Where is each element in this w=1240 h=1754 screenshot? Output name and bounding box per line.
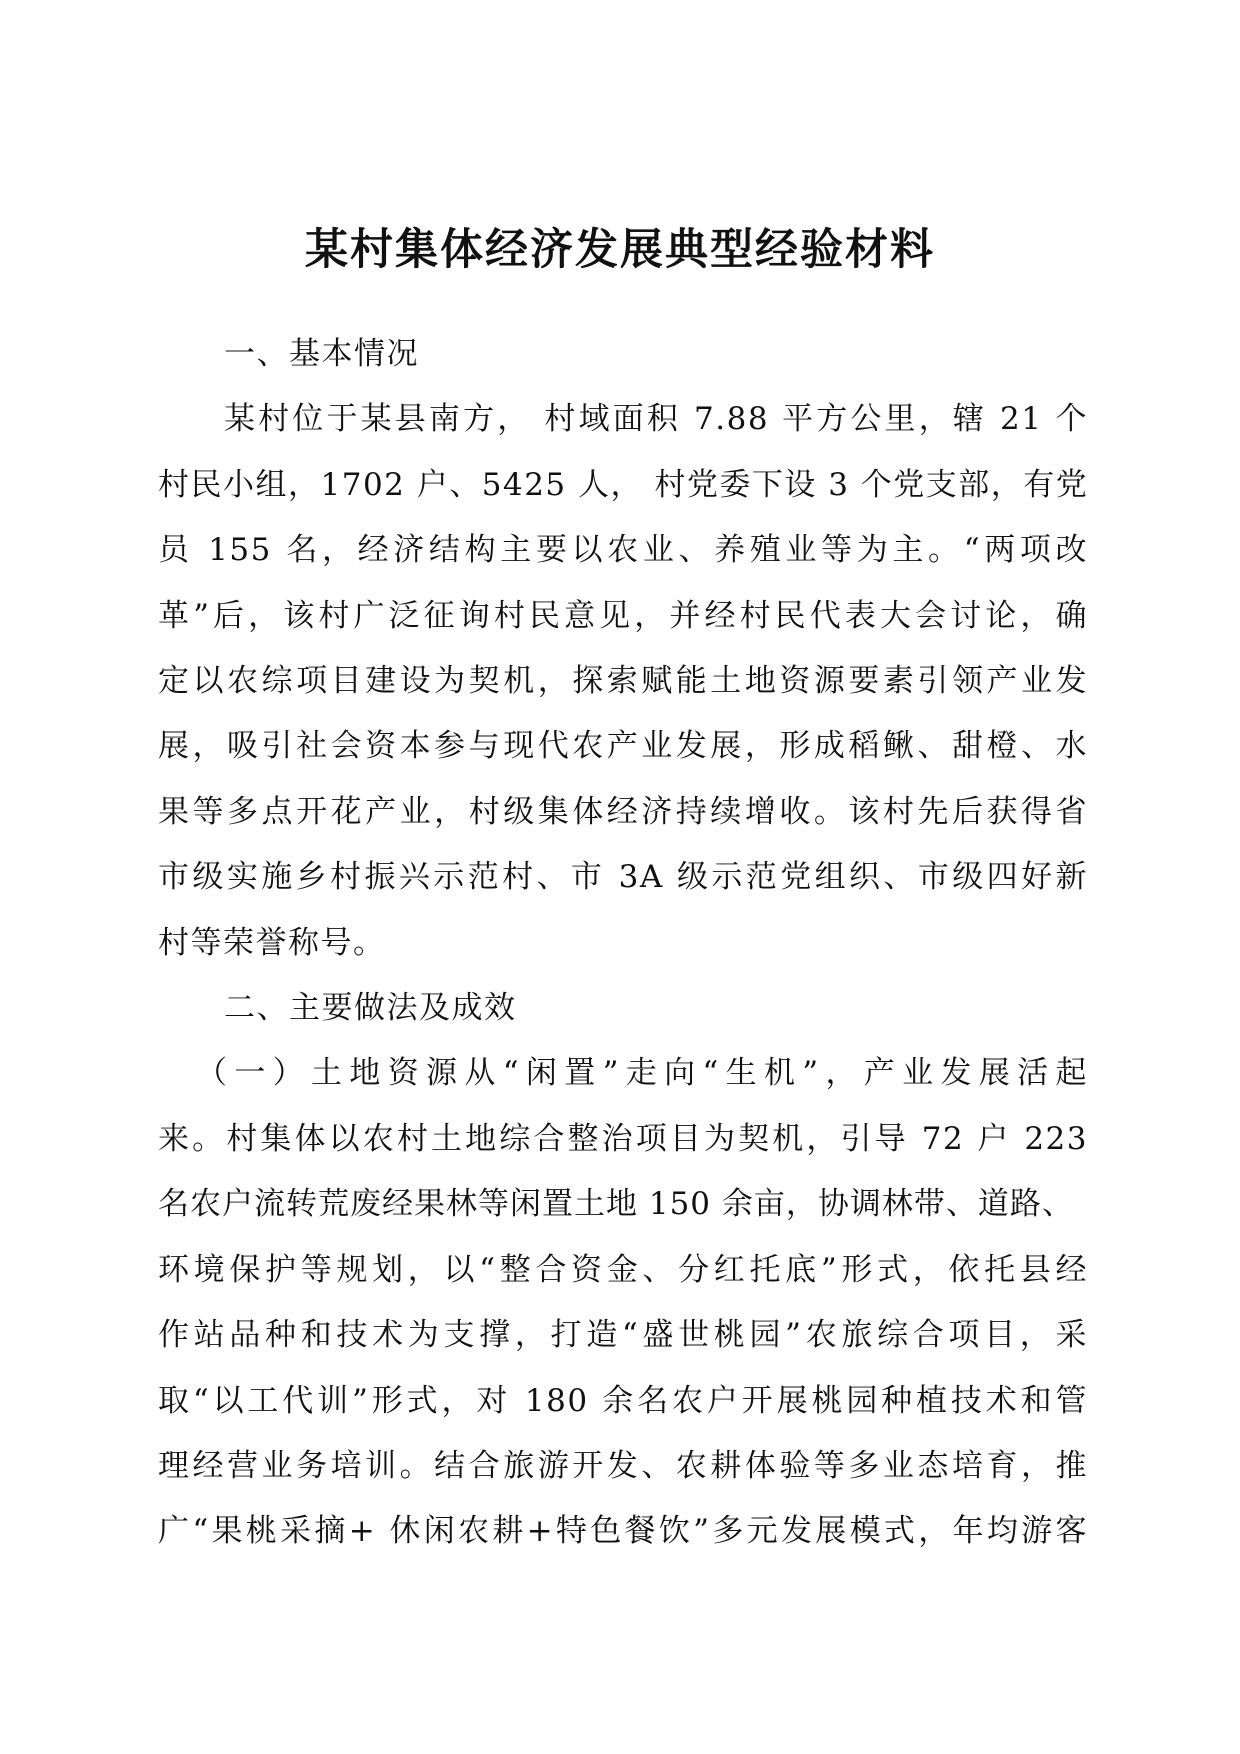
section-heading-practices: 二、主要做法及成效 [224, 990, 517, 1027]
document-body [158, 322, 1088, 1565]
document-title: 某村集体经济发展典型经验材料 [305, 225, 935, 275]
paragraph-line: （一）土地资源从“闲置”走向“生机”，产业发展活起 [196, 1055, 1088, 1092]
section-heading-basic-info: 一、基本情况 [224, 336, 419, 372]
paragraph-line: 广“果桃采摘+ 休闲农耕+特色餐饮”多元发展模式，年均游客 [158, 1513, 1088, 1550]
paragraph-line: 展，吸引社会资本参与现代农产业发展，形成稻鳅、甜橙、水 [158, 728, 1088, 765]
paragraph-line: 定以农综项目建设为契机，探索赋能土地资源要素引领产业发 [158, 663, 1088, 700]
paragraph-line: 村民小组，1702 户、5425 人， 村党委下设 3 个党支部，有党 [158, 466, 1089, 503]
section-practices-paragraph [158, 1041, 1088, 1564]
paragraph-line: 村等荣誉称号。 [158, 924, 386, 961]
paragraph-line: 理经营业务培训。结合旅游开发、农耕体验等多业态培育，推 [158, 1447, 1088, 1484]
paragraph-line: 取“以工代训”形式，对 180 余名农户开展桃园种植技术和管 [158, 1382, 1088, 1419]
paragraph-line: 作站品种和技术为支撑，打造“盛世桃园”农旅综合项目，采 [158, 1317, 1088, 1354]
paragraph-line: 名农户流转荒废经果林等闲置土地 150 余亩，协调林带、道路、 [158, 1186, 1074, 1223]
paragraph-line: 来。村集体以农村土地综合整治项目为契机，引导 72 户 223 [158, 1120, 1088, 1157]
paragraph-line: 环境保护等规划，以“整合资金、分红托底”形式，依托县经 [158, 1251, 1088, 1288]
paragraph-line: 果等多点开花产业，村级集体经济持续增收。该村先后获得省 [158, 793, 1088, 830]
paragraph-line: 某村位于某县南方， 村域面积 7.88 平方公里，辖 21 个 [224, 401, 1088, 438]
section-basic-info-paragraph [158, 387, 1088, 976]
paragraph-line: 革”后，该村广泛征询村民意见，并经村民代表大会讨论，确 [158, 597, 1088, 634]
paragraph-line: 市级实施乡村振兴示范村、市 3A 级示范党组织、市级四好新 [158, 859, 1088, 896]
paragraph-line: 员 155 名，经济结构主要以农业、养殖业等为主。“两项改 [158, 532, 1088, 569]
